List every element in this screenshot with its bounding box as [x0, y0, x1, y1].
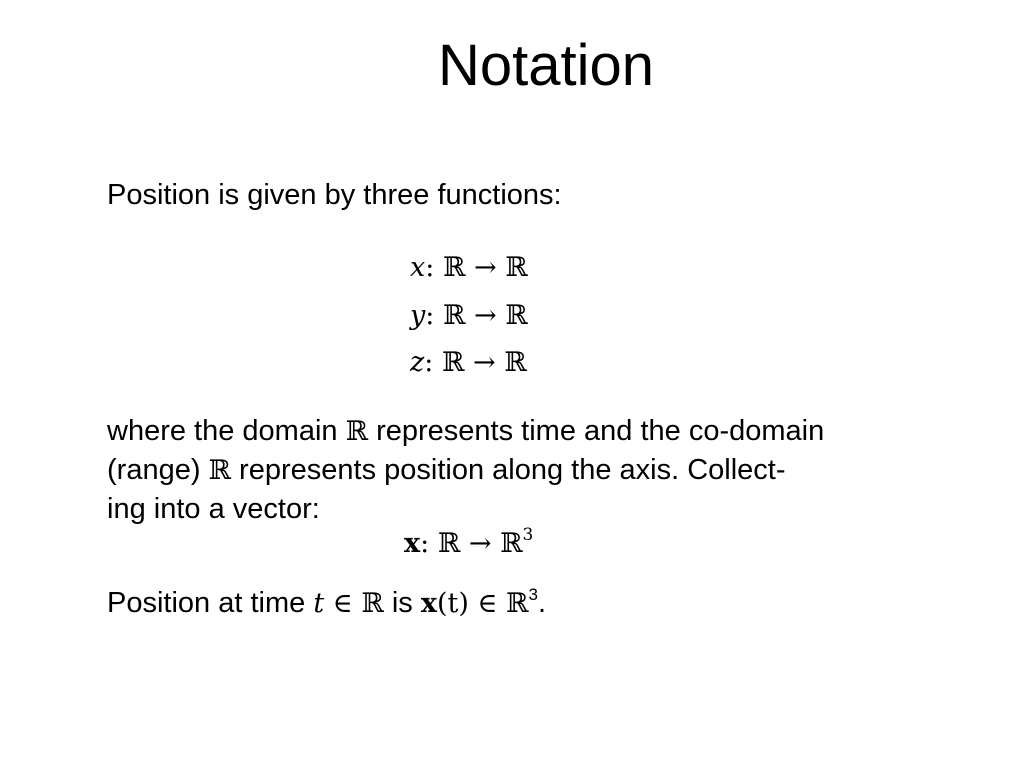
- equation-z-colon: :: [424, 347, 434, 378]
- equation-x-arrow: →: [473, 252, 497, 283]
- position-arg: (t): [436, 588, 469, 619]
- conclusion-period: .: [537, 587, 547, 619]
- equation-x-domain: ℝ: [442, 252, 466, 283]
- vector-equation: [404, 524, 533, 564]
- conclusion-text: [107, 584, 546, 623]
- reals-symbol: ℝ: [345, 416, 369, 447]
- equation-z-codomain: ℝ: [504, 347, 527, 378]
- equation-y-colon: :: [425, 300, 435, 331]
- equation-y-arrow: →: [474, 300, 497, 331]
- equation-y-domain: ℝ: [442, 300, 466, 331]
- equation-x-var: x: [410, 252, 426, 283]
- equation-x: [410, 250, 528, 286]
- reals-symbol: ℝ: [208, 455, 231, 486]
- explanation-line-3: ing into a vector:: [107, 493, 320, 525]
- reals-symbol: ℝ: [361, 588, 384, 619]
- explanation-line-2-end: represents position along the axis. Collect-: [231, 454, 786, 486]
- reals-symbol: ℝ: [506, 588, 529, 619]
- vector-exponent: 3: [522, 525, 534, 545]
- conclusion-is: is: [383, 587, 421, 619]
- explanation-line-2: [107, 451, 824, 490]
- equation-z-var: z: [410, 347, 425, 378]
- vector-arrow: →: [468, 528, 492, 559]
- equation-x-codomain: ℝ: [505, 252, 528, 283]
- vector-var: x: [404, 528, 421, 559]
- equation-y-codomain: ℝ: [505, 300, 528, 331]
- equation-y-var: y: [410, 300, 426, 331]
- explanation-line-2-start: (range): [107, 454, 209, 486]
- equation-x-colon: :: [425, 252, 435, 283]
- explanation-paragraph: [107, 412, 824, 528]
- time-var: t: [313, 588, 325, 619]
- slide-title: Notation: [437, 33, 655, 98]
- element-of-symbol: ∈: [468, 588, 507, 619]
- conclusion-prefix: Position at time: [107, 587, 314, 619]
- intro-text: Position is given by three functions:: [107, 179, 562, 211]
- equation-z-arrow: →: [472, 347, 496, 378]
- explanation-line-1-start: where the domain: [107, 415, 346, 447]
- vector-codomain: ℝ: [500, 528, 523, 559]
- vector-colon: :: [420, 528, 430, 559]
- vector-domain: ℝ: [437, 528, 461, 559]
- equation-z: [410, 345, 527, 381]
- dimension-exponent: 3: [528, 585, 538, 604]
- explanation-line-1: [107, 412, 824, 451]
- explanation-line-1-end: represents time and the co-domain: [368, 415, 825, 447]
- equation-y: [410, 298, 528, 334]
- position-vector: x: [420, 588, 437, 619]
- equation-z-domain: ℝ: [441, 347, 465, 378]
- element-of-symbol: ∈: [324, 588, 362, 619]
